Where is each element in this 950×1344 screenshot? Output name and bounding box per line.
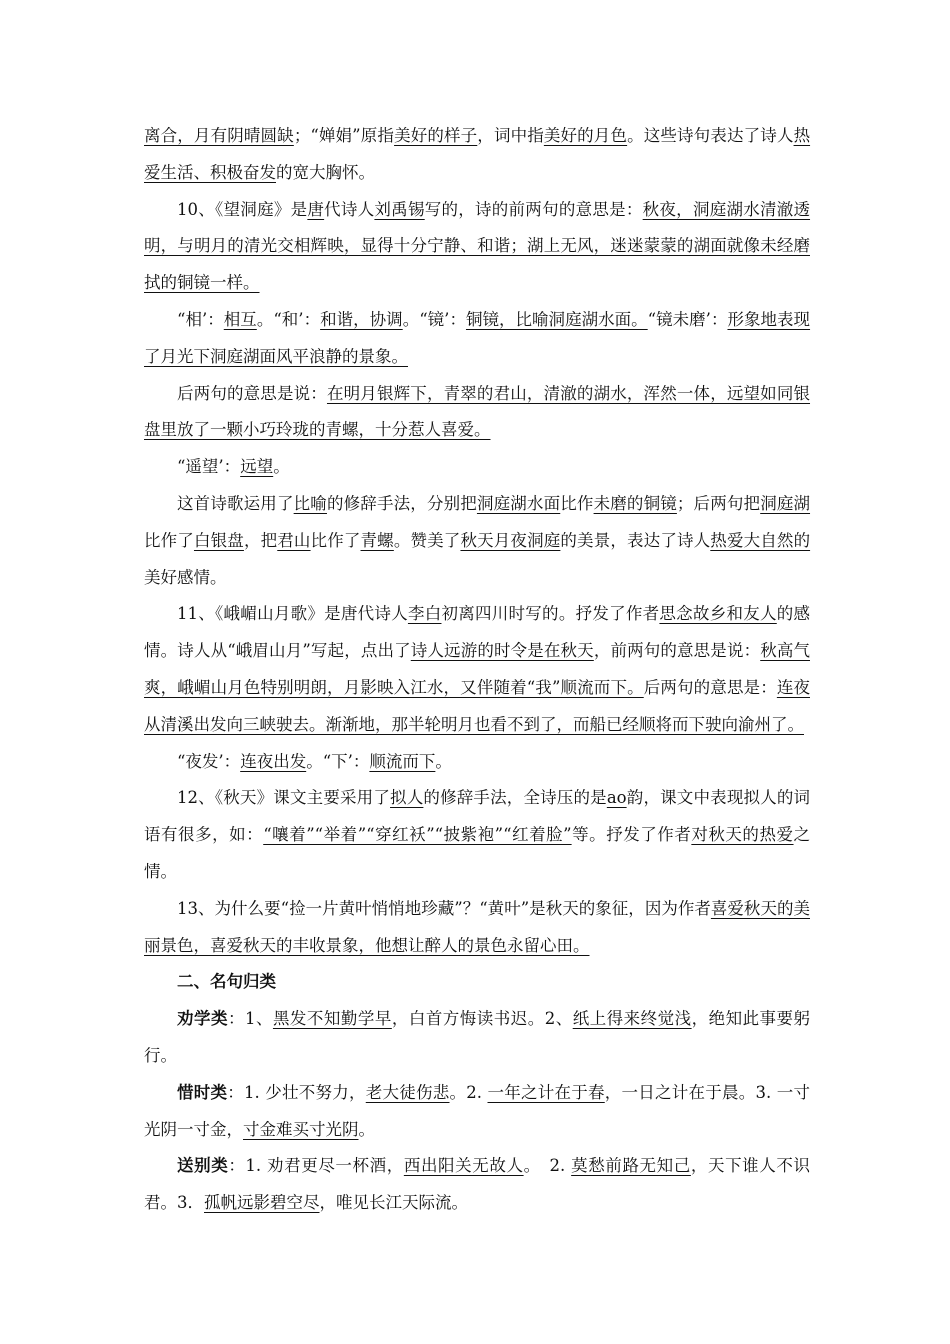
paragraph-9	[144, 780, 810, 890]
paragraph-xishi	[144, 1075, 810, 1149]
underlined-answer: “嚷着”“举着”“穿红袄”“披紫袍”“红着脸”	[263, 825, 572, 845]
text-run: 。2.	[449, 1082, 488, 1102]
text-run: ：1. 少壮不努力，	[227, 1082, 366, 1102]
underlined-answer: 连夜从清溪出发向三峡驶去。渐渐地，那半轮明月也看不到了，而船已经顺将而下驶向渝州了。	[144, 677, 810, 734]
underlined-answer: 君山	[277, 530, 311, 550]
underlined-answer: 拟人	[390, 788, 424, 808]
underlined-answer: 寸金难买寸光阴	[243, 1119, 359, 1139]
text-run: ：1、	[227, 1009, 273, 1029]
underlined-answer: 顺流而下	[369, 751, 436, 771]
text-run: 比作了	[144, 530, 194, 550]
underlined-answer: 白银盘	[193, 530, 244, 550]
underlined-answer: 形象地表现了月光下洞庭湖面风平浪静的景象。	[144, 309, 811, 366]
underlined-answer: 比喻	[293, 493, 327, 513]
underlined-answer: 刘禹锡	[374, 199, 425, 219]
underlined-answer: 老大徒伤悲	[365, 1082, 450, 1102]
text-run: 。	[435, 751, 452, 771]
text-run: 的修辞手法，全诗压的是	[423, 788, 607, 808]
text-run: 这首诗歌运用了	[177, 493, 294, 513]
text-run: “相’：	[177, 309, 224, 329]
underlined-answer: 一年之计在于春	[487, 1082, 605, 1102]
text-run: 。 2.	[523, 1156, 572, 1176]
text-run: ，天下谁人不识君。3．	[144, 1156, 811, 1213]
text-run: 的美景，表达了诗人	[560, 530, 711, 550]
underlined-answer: 洞庭湖	[760, 493, 811, 513]
underlined-answer: 莫愁前路无知己	[571, 1156, 691, 1176]
paragraph-quanxue	[144, 1001, 810, 1075]
text-run: 的宽大胸怀。	[276, 162, 375, 182]
text-run: 初离四川时写的。抒发了作者	[441, 604, 660, 624]
underlined-answer: 纸上得来终觉浅	[572, 1009, 692, 1029]
underlined-answer: 对秋天的热爱	[691, 825, 794, 845]
document-body	[144, 118, 810, 1222]
underlined-answer: 未磨的铜镜	[593, 493, 677, 513]
text-run: 之情。	[144, 825, 811, 881]
underlined-answer: 诗人远游的时令是在秋天	[410, 641, 594, 661]
underlined-answer: 李白	[407, 604, 442, 624]
underlined-answer: 喜爱秋天的美丽景色，喜爱秋天的丰收景象，他想让醉人的景色永留心田。	[144, 898, 810, 955]
text-run: 代诗人	[324, 199, 375, 219]
text-run: 。赞美了	[393, 530, 461, 550]
underlined-answer: 秋夜，洞庭湖水清澈透明，与明月的清光交相辉映，显得十分宁静、和谐；湖上无风，迷迷蒙蒙的湖面就像未经磨拭的铜镜一样。	[144, 199, 811, 293]
underlined-answer: 美好的样子	[394, 126, 478, 145]
underlined-answer: ao	[606, 788, 627, 808]
text-run: 。“镜’：	[402, 309, 466, 329]
underlined-answer: 热爱生活、积极奋发	[144, 126, 811, 182]
paragraph-6	[144, 486, 810, 596]
underlined-answer: 孤帆远影碧空尽	[204, 1193, 320, 1213]
underlined-answer: 秋天月夜洞庭	[460, 530, 561, 550]
text-run: ，唯见长江天际流。	[319, 1193, 468, 1213]
underlined-answer: 和谐，协调	[320, 309, 403, 329]
text-run: 写的，诗的前两句的意思是：	[424, 199, 643, 219]
text-run: ，词中指	[477, 126, 544, 145]
underlined-answer: 连夜出发	[240, 751, 307, 771]
underlined-answer: 美好的月色	[543, 126, 628, 145]
underlined-answer: 西出阳关无故人	[403, 1156, 524, 1176]
text-run: 11、《峨嵋山月歌》是唐代诗人	[177, 604, 408, 624]
text-run: 。这些诗句表达了诗人	[627, 126, 794, 145]
text-run: 美好感情。	[144, 567, 227, 587]
text-run: 。“下’：	[306, 751, 370, 771]
text-run: 后两句的意思是说：	[177, 383, 327, 403]
text-run: ，前两句的意思是说：	[593, 641, 761, 661]
paragraph-10	[144, 891, 810, 965]
underlined-answer: 秋高气爽，峨嵋山月色特别明朗，月影映入江水，又伴随着“我”顺流而下。	[144, 641, 810, 697]
text-run: ，把	[243, 530, 278, 550]
text-run: “镜未磨’：	[647, 309, 728, 329]
text-run: 。	[273, 457, 290, 477]
text-run: ，一日之计在于晨。3. 一寸光阴一寸金，	[144, 1082, 810, 1139]
text-run: 10、《望洞庭》是	[177, 199, 308, 219]
paragraph-5	[144, 449, 810, 486]
text-run: 。“和’：	[256, 309, 321, 329]
bold-label: 劝学类	[177, 1009, 228, 1029]
bold-label: 送别类	[177, 1156, 229, 1176]
underlined-answer: 热爱大自然的	[710, 530, 811, 550]
underlined-answer: 远望	[240, 457, 274, 477]
underlined-answer: 洞庭湖水面	[476, 493, 561, 513]
section-heading	[144, 964, 810, 1001]
underlined-answer: 思念故乡和友人	[659, 604, 777, 624]
bold-label: 惜时类	[177, 1082, 228, 1102]
paragraph-7	[144, 596, 810, 743]
text-run: ，绝知此事要躬行。	[144, 1009, 811, 1065]
paragraph-songbie	[144, 1148, 810, 1222]
bold-label: 二、名句归类	[177, 972, 276, 992]
text-run: 13、为什么要“捡一片黄叶悄悄地珍藏”？“黄叶”是秋天的象征，因为作者	[177, 898, 711, 918]
underlined-answer: 离合，月有阴晴圆缺	[144, 126, 294, 145]
underlined-answer: 相互	[223, 309, 257, 329]
paragraph-1	[144, 118, 810, 192]
text-run: 。	[358, 1119, 375, 1139]
text-run: “遥望’：	[177, 457, 241, 477]
text-run: ；“婵娟”原指	[293, 126, 395, 145]
text-run: ；后两句把	[676, 493, 761, 513]
paragraph-8	[144, 744, 810, 781]
text-run: 后两句的意思是：	[643, 677, 777, 697]
underlined-answer: 在明月银辉下，青翠的君山，清澈的湖水，浑然一体，远望如同银盘里放了一颗小巧玲珑的青螺，十分惹人喜爱。	[144, 383, 811, 440]
text-run: 等。抒发了作者	[571, 825, 692, 845]
text-run: 比作	[560, 493, 594, 513]
text-run: “夜发’：	[177, 751, 241, 771]
text-run: 比作了	[310, 530, 361, 550]
text-run: 的修辞手法，分别把	[326, 493, 477, 513]
text-run: 12、《秋天》课文主要采用了	[177, 788, 391, 808]
underlined-answer: 黑发不知勤学早	[272, 1009, 392, 1029]
paragraph-4	[144, 376, 810, 450]
paragraph-2	[144, 192, 810, 302]
underlined-answer: 青螺	[360, 530, 394, 550]
underlined-answer: 唐	[307, 199, 325, 219]
text-run: 韵，课文中表现拟人的词语有很多，如：	[144, 788, 811, 845]
text-run: ：1. 劝君更尽一杯酒，	[228, 1156, 404, 1176]
text-run: ，白首方悔读书迟。2、	[391, 1009, 573, 1029]
text-run: 的感情。诗人从“峨眉山月”写起，点出了	[144, 604, 811, 661]
underlined-answer: 铜镜，比喻洞庭湖水面。	[465, 309, 648, 329]
paragraph-3	[144, 302, 810, 376]
